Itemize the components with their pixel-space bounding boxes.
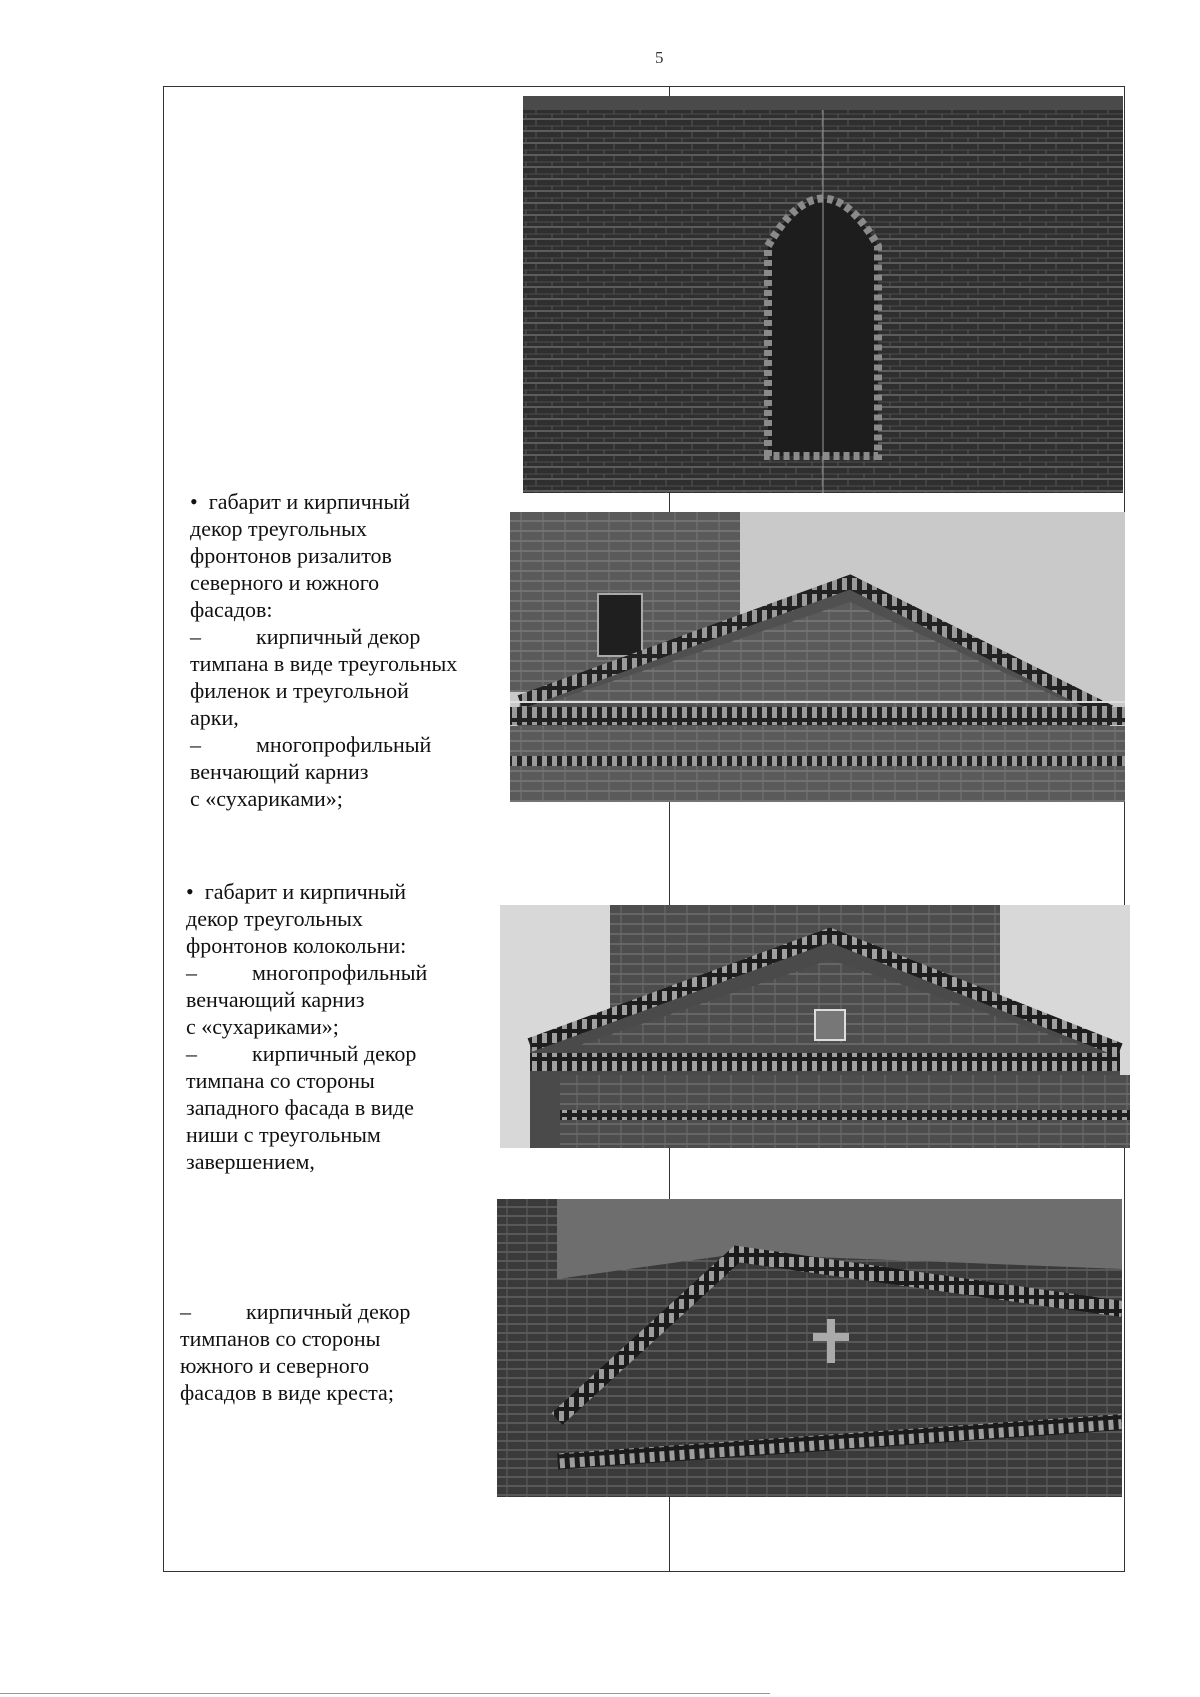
text-line: – кирпичный декор: [186, 1041, 417, 1066]
photo-risalit-pediment-image: [510, 512, 1125, 802]
photo-arched-window-image: [523, 96, 1123, 493]
photo-belltower-pediment-image: [500, 905, 1130, 1148]
text-line: фасадов в виде креста;: [180, 1380, 394, 1405]
text-row-risalit-pediments: [190, 488, 500, 812]
text-line: венчающий карниз: [190, 759, 369, 784]
text-line: арки,: [190, 705, 239, 730]
text-line: западного фасада в виде: [186, 1095, 414, 1120]
text-line: декор треугольных: [186, 906, 363, 931]
text-line: тимпанов со стороны: [180, 1326, 381, 1351]
photo-belltower-pediment: [500, 905, 1130, 1148]
text-line: с «сухариками»;: [190, 786, 343, 811]
photo-cross-tympanum-image: [497, 1199, 1122, 1497]
text-line: тимпана со стороны: [186, 1068, 375, 1093]
text-line: – кирпичный декор: [180, 1299, 411, 1324]
photo-cross-tympanum: [497, 1199, 1122, 1497]
text-line: венчающий карниз: [186, 987, 365, 1012]
text-row-cross-tympanum: [180, 1298, 490, 1406]
text-line: с «сухариками»;: [186, 1014, 339, 1039]
text-line: завершением,: [186, 1149, 315, 1174]
text-line: • габарит и кирпичный: [190, 489, 411, 514]
text-line: фасадов:: [190, 597, 273, 622]
text-line: южного и северного: [180, 1353, 370, 1378]
photo-risalit-pediment: [510, 512, 1125, 802]
text-line: – кирпичный декор: [190, 624, 421, 649]
page-number: 5: [655, 48, 664, 67]
text-line: – многопрофильный: [186, 960, 428, 985]
text-line: – многопрофильный: [190, 732, 432, 757]
text-line: • габарит и кирпичный: [186, 879, 407, 904]
text-line: филенок и треугольной: [190, 678, 409, 703]
text-line: фронтонов ризалитов: [190, 543, 392, 568]
photo-arched-window: [523, 96, 1123, 493]
text-line: ниши с треугольным: [186, 1122, 381, 1147]
text-line: декор треугольных: [190, 516, 367, 541]
text-line: фронтонов колокольни:: [186, 933, 407, 958]
text-row-belltower-pediments: [186, 878, 496, 1175]
page-bottom-rule: [0, 1693, 770, 1694]
text-line: тимпана в виде треугольных: [190, 651, 458, 676]
text-line: северного и южного: [190, 570, 380, 595]
